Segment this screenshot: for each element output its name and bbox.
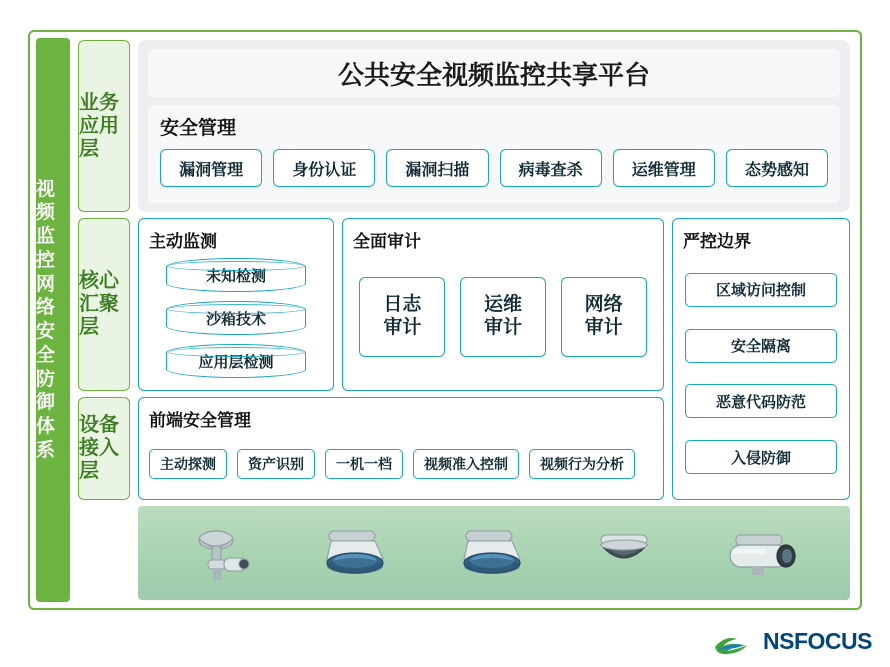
security-item-antivirus[interactable]: 病毒查杀 [500,149,602,187]
security-item-vuln-scan[interactable]: 漏洞扫描 [386,149,488,187]
architecture-diagram [28,30,862,610]
front-item-video-behavior-analysis[interactable]: 视频行为分析 [529,449,635,479]
front-end-security-row [78,397,664,500]
diagram-body [70,32,860,608]
strict-boundary-items [683,258,839,491]
front-item-asset-identification[interactable]: 资产识别 [237,449,315,479]
front-item-one-device-one-file[interactable]: 一机一档 [325,449,403,479]
strict-boundary-title: 严控边界 [683,232,751,251]
platform-title [148,49,840,97]
security-management-items [160,149,828,187]
audit-item-network-audit-line2: 审计 [584,317,623,338]
audit-item-ops-audit[interactable] [460,277,546,357]
monitoring-item-application-layer-detection[interactable]: 应用层检测 [166,344,306,378]
full-audit-panel [342,218,664,391]
boundary-item-security-isolation[interactable]: 安全隔离 [685,329,837,363]
boundary-item-malicious-code-prevention[interactable]: 恶意代码防范 [685,384,837,418]
security-item-situational-awareness[interactable]: 态势感知 [726,149,828,187]
camera-strip [138,506,850,600]
bullet-camera-icon [317,525,395,581]
security-item-identity-auth[interactable]: 身份认证 [273,149,375,187]
vertical-title-text: 视频监控网络安全防御体系 [36,178,56,461]
audit-item-log-audit[interactable] [359,277,445,357]
bullet-camera-icon-2 [454,525,532,581]
front-end-security-items [149,437,653,491]
audit-item-ops-audit-line2: 审计 [483,317,522,338]
audit-item-log-audit-line1: 日志 [383,294,422,316]
audit-item-log-audit-line2: 审计 [383,317,422,338]
business-application-panel [138,40,850,212]
nsfocus-logo [713,628,872,655]
middle-left-column [78,218,664,500]
security-item-vuln-management[interactable]: 漏洞管理 [160,149,262,187]
audit-item-ops-audit-line1: 运维 [483,294,522,316]
box-camera-icon [716,527,802,579]
audit-item-network-audit-line1: 网络 [584,294,623,316]
monitoring-item-sandbox[interactable]: 沙箱技术 [166,301,306,335]
front-item-video-admission-control[interactable]: 视频准入控制 [413,449,519,479]
active-monitoring-panel [138,218,334,391]
full-audit-title: 全面审计 [353,232,421,251]
layer-tab-device-access[interactable] [78,397,130,500]
security-management-group [148,105,840,203]
front-end-security-title: 前端安全管理 [149,411,251,430]
platform-title-text: 公共安全视频监控共享平台 [337,59,650,90]
nsfocus-logo-icon [713,629,757,655]
device-access-layer-row [78,506,850,600]
ptz-camera-icon [186,524,258,582]
layer-tab-device-access-label: 设备接入层 [79,414,119,482]
security-management-title: 安全管理 [160,118,237,139]
active-monitoring-title: 主动监测 [149,232,217,251]
layer-tab-core-convergence-label: 核心汇聚层 [79,270,119,338]
front-item-active-probe[interactable]: 主动探测 [149,449,227,479]
layer-tab-business-application[interactable] [78,40,130,212]
dome-camera-icon [591,527,657,579]
vertical-title-banner [36,38,70,602]
security-item-ops-management[interactable]: 运维管理 [613,149,715,187]
boundary-item-zone-access-control[interactable]: 区域访问控制 [685,273,837,307]
full-audit-items [353,258,653,382]
layer-tab-business-application-label: 业务应用层 [79,91,119,160]
core-convergence-layer-row [78,218,664,391]
middle-area [78,218,850,500]
layer-tab-spacer [78,506,130,600]
business-application-layer-row [78,40,850,212]
audit-item-network-audit[interactable] [561,277,647,357]
boundary-item-intrusion-prevention[interactable]: 入侵防御 [685,440,837,474]
monitoring-item-unknown-detection[interactable]: 未知检测 [166,258,306,292]
active-monitoring-items [149,258,323,382]
layer-tab-core-convergence[interactable] [78,218,130,391]
nsfocus-logo-text: NSFOCUS [763,628,872,654]
strict-boundary-panel [672,218,850,500]
front-end-security-panel [138,397,664,500]
